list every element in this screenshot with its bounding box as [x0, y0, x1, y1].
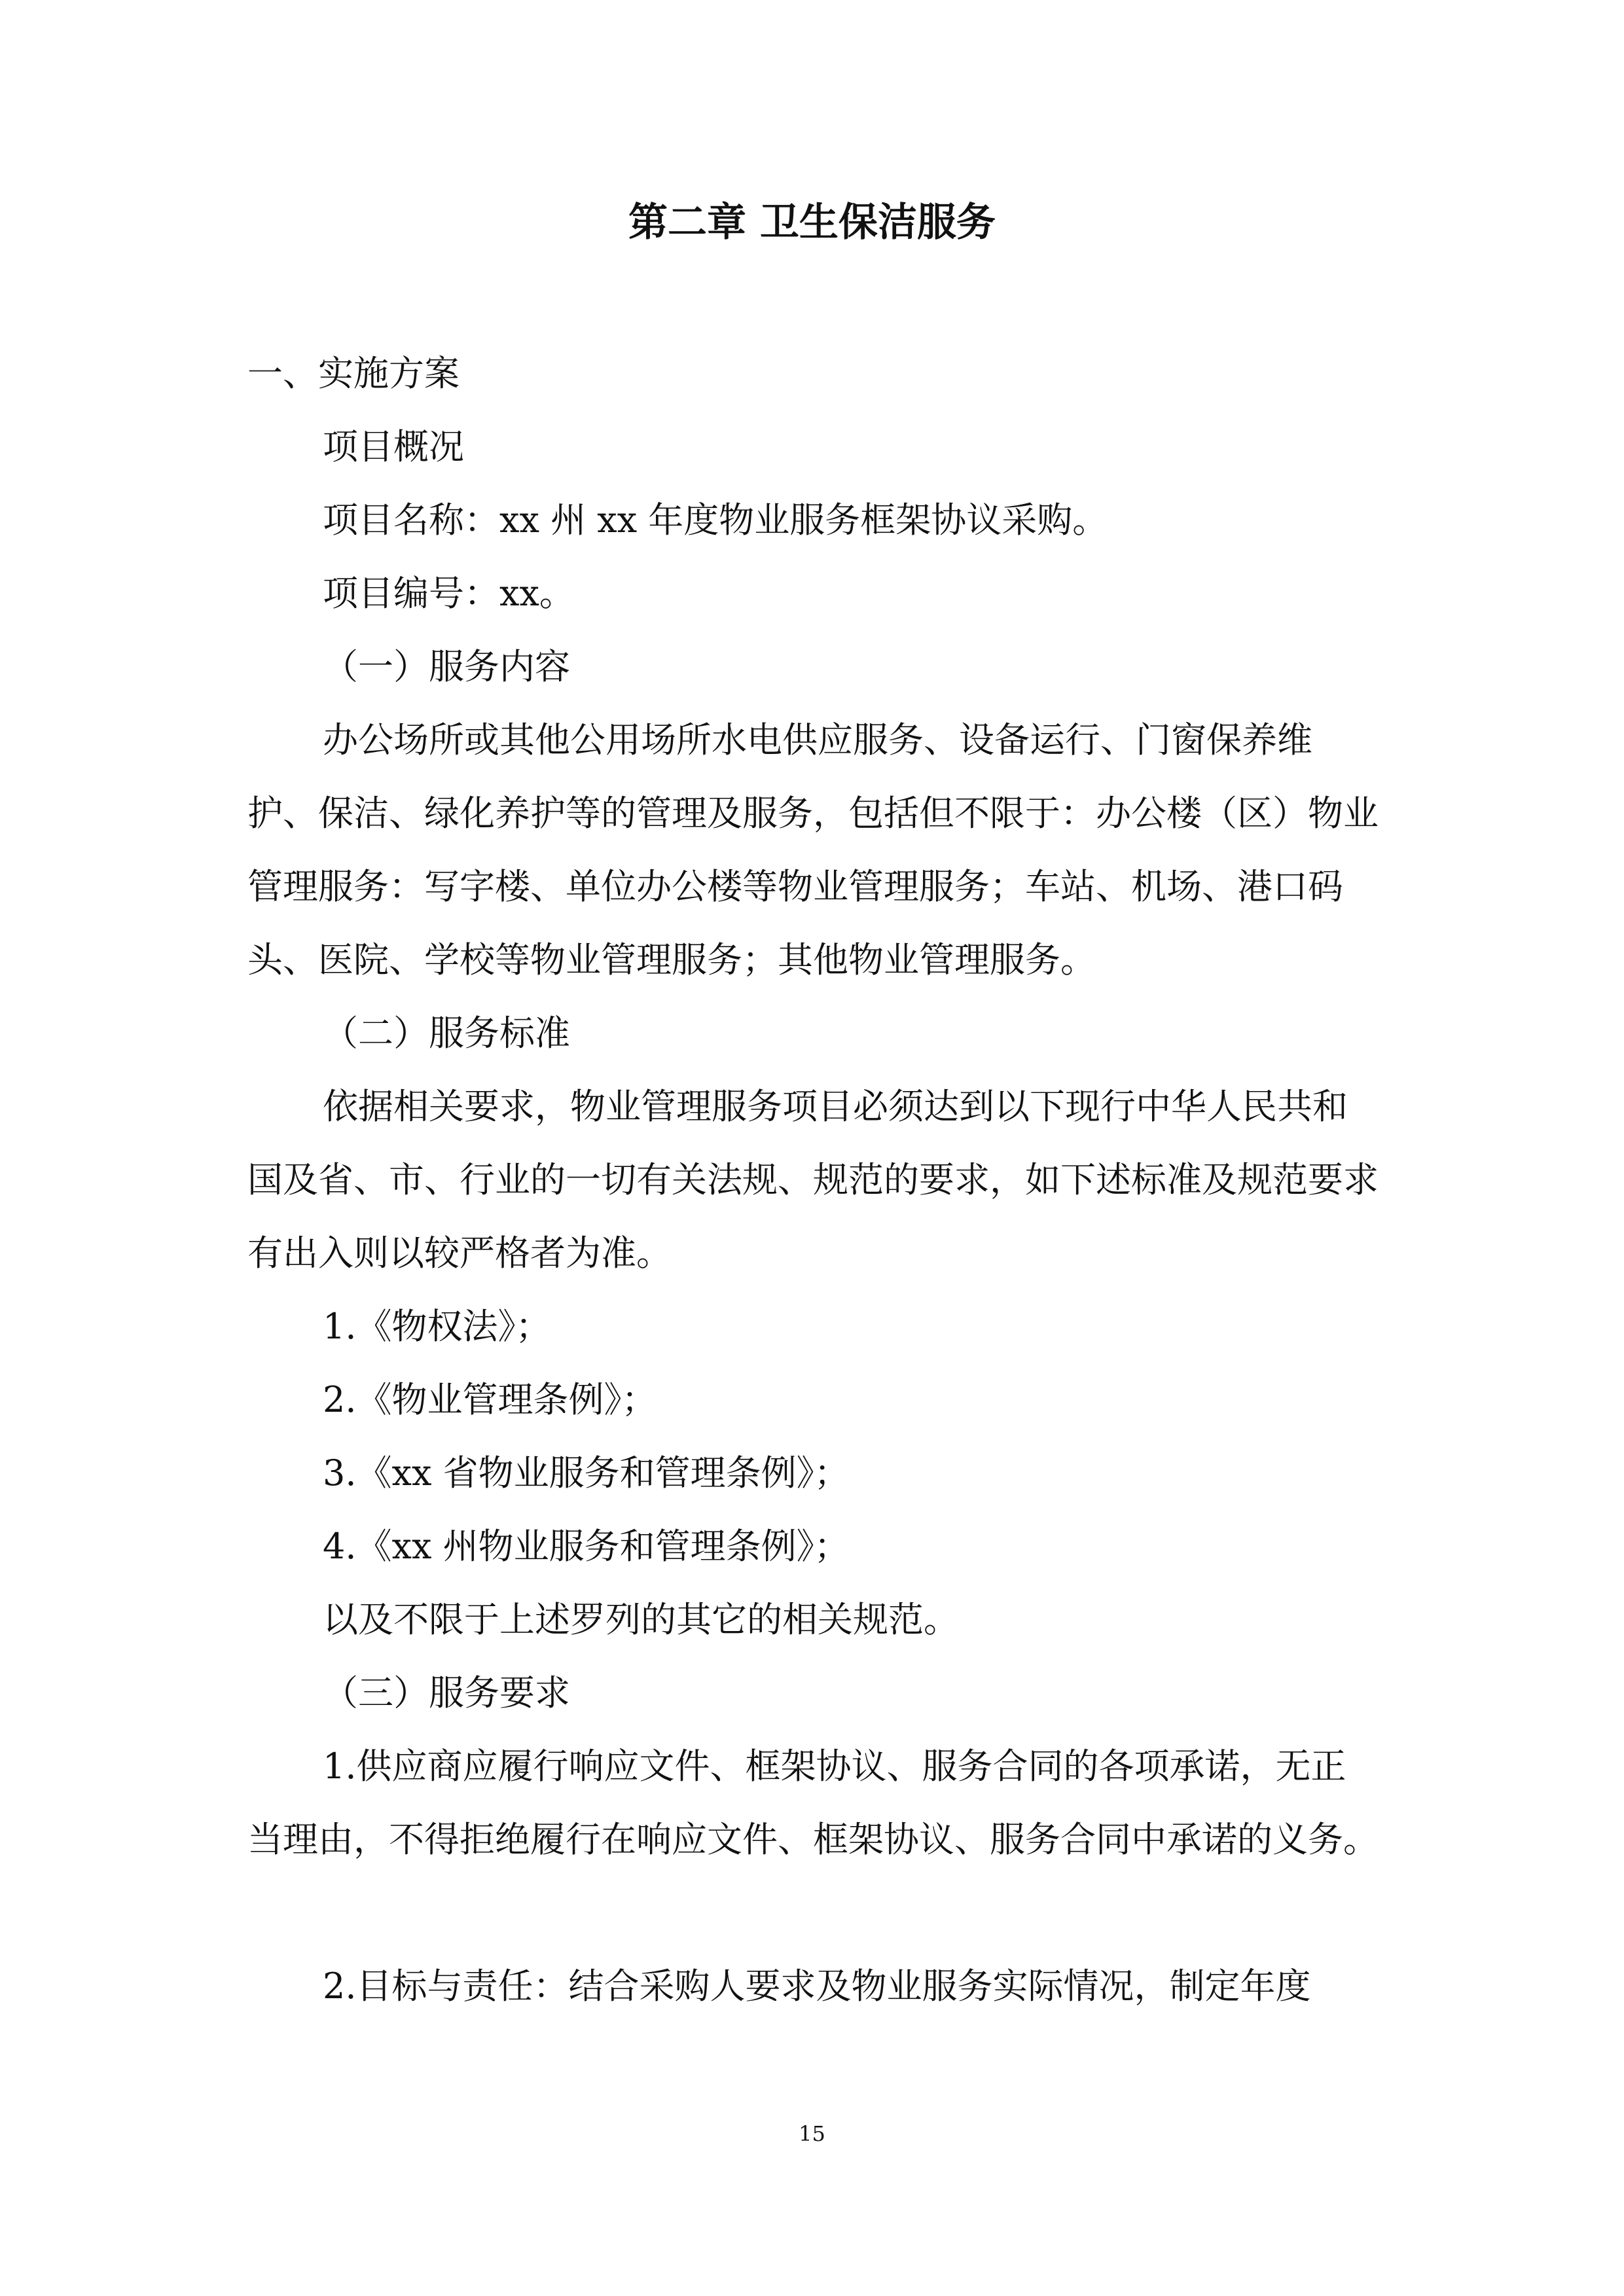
law-item: 1.《物权法》； — [323, 1306, 551, 1347]
section-heading: 一、实施方案 — [247, 353, 460, 394]
project-number: 项目编号：xx。 — [323, 573, 575, 614]
law-item: 2.《物业管理条例》； — [323, 1379, 657, 1420]
laws-note: 以及不限于上述罗列的其它的相关规范。 — [323, 1599, 959, 1640]
chapter-title: 第二章 卫生保洁服务 — [628, 200, 996, 245]
project-name: 项目名称：xx 州 xx 年度物业服务框架协议采购。 — [323, 499, 1108, 541]
law-item: 4.《xx 州物业服务和管理条例》； — [323, 1526, 850, 1567]
overview-heading: 项目概况 — [323, 426, 464, 467]
law-item: 3.《xx 省物业服务和管理条例》； — [323, 1452, 850, 1494]
sub-heading-service-standard: （二）服务标准 — [323, 1013, 570, 1054]
requirement-2: 2.目标与责任：结合采购人要求及物业服务实际情况，制定年度 — [323, 1965, 1311, 2007]
service-content-body: 办公场所或其他公用场所水电供应服务、设备运行、门窗保养维护、保洁、绿化养护等的管理及服务，包括但不限于：办公楼（区）物业管理服务：写字楼、单位办公楼等物业管理服务；车站、机场、港口码头、医院、学校等物业管理服务；其他物业管理服务。 — [247, 719, 1379, 980]
service-standard-body: 依据相关要求，物业管理服务项目必须达到以下现行中华人民共和国及省、市、行业的一切有关法规、规范的要求，如下述标准及规范要求有出入则以较严格者为准。 — [247, 1086, 1379, 1274]
requirement-1: 1.供应商应履行响应文件、框架协议、服务合同的各项承诺，无正当理由，不得拒绝履行在响应文件、框架协议、服务合同中承诺的义务。 — [247, 1746, 1379, 1860]
sub-heading-service-requirements: （三）服务要求 — [323, 1672, 570, 1713]
page-number: 15 — [799, 2121, 825, 2146]
sub-heading-service-content: （一）服务内容 — [323, 646, 570, 687]
